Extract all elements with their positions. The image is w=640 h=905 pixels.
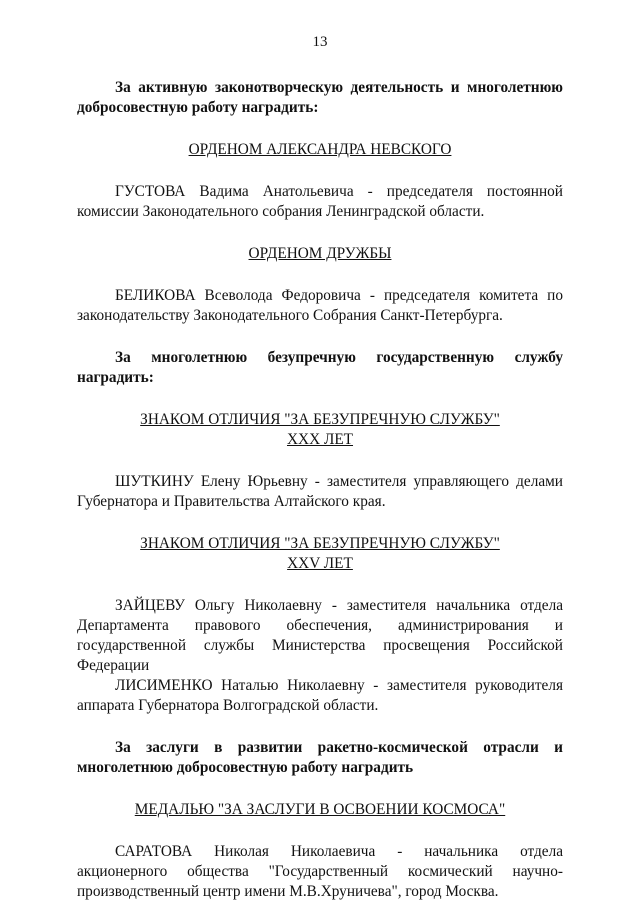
award-title-order-nevsky: ОРДЕНОМ АЛЕКСАНДРА НЕВСКОГО (188, 141, 452, 158)
award-title-service-25 (77, 534, 563, 574)
decree-body (77, 78, 563, 902)
section-heading-3: За заслуги в развитии ракетно-космической отрасли и многолетнюю добросовестную работу наградить (77, 739, 563, 776)
nominee-lisimenko: ЛИСИМЕНКО Наталью Николаевну - заместителя руководителя аппарата Губернатора Волгоградской области. (77, 677, 563, 714)
award-title-line: ЗНАКОМ ОТЛИЧИЯ "ЗА БЕЗУПРЕЧНУЮ СЛУЖБУ" (140, 535, 500, 552)
nominee-saratov: САРАТОВА Николая Николаевича - начальника отдела акционерного общества "Государственный космический научно-производственный центр имени М.В.Хруничева", город Москва. (77, 843, 563, 900)
section-heading-2: За многолетнюю безупречную государственную службу наградить: (77, 349, 563, 386)
nominee-zaitseva: ЗАЙЦЕВУ Ольгу Николаевну - заместителя начальника отдела Департамента правового обеспечения, администрирования и государственной службы Министерства просвещения Российской Федерации (77, 597, 563, 674)
award-title-order-friendship: ОРДЕНОМ ДРУЖБЫ (248, 245, 392, 262)
award-title-years: XXV ЛЕТ (287, 555, 353, 572)
award-title-space-medal: МЕДАЛЬЮ "ЗА ЗАСЛУГИ В ОСВОЕНИИ КОСМОСА" (134, 801, 506, 818)
nominee-shutkina: ШУТКИНУ Елену Юрьевну - заместителя управляющего делами Губернатора и Правительства Алтайского края. (77, 473, 563, 510)
award-title-service-30 (77, 410, 563, 450)
award-title-line: ЗНАКОМ ОТЛИЧИЯ "ЗА БЕЗУПРЕЧНУЮ СЛУЖБУ" (140, 411, 500, 428)
award-title-years: XXX ЛЕТ (286, 431, 354, 448)
nominee-gustov: ГУСТОВА Вадима Анатольевича - председателя постоянной комиссии Законодательного собрания Ленинградской области. (77, 183, 563, 220)
nominee-belikov: БЕЛИКОВА Всеволода Федоровича - председателя комитета по законодательству Законодательного Собрания Санкт-Петербурга. (77, 287, 563, 324)
page-number: 13 (312, 34, 328, 50)
section-heading-1: За активную законотворческую деятельность и многолетнюю добросовестную работу наградить: (77, 79, 563, 116)
